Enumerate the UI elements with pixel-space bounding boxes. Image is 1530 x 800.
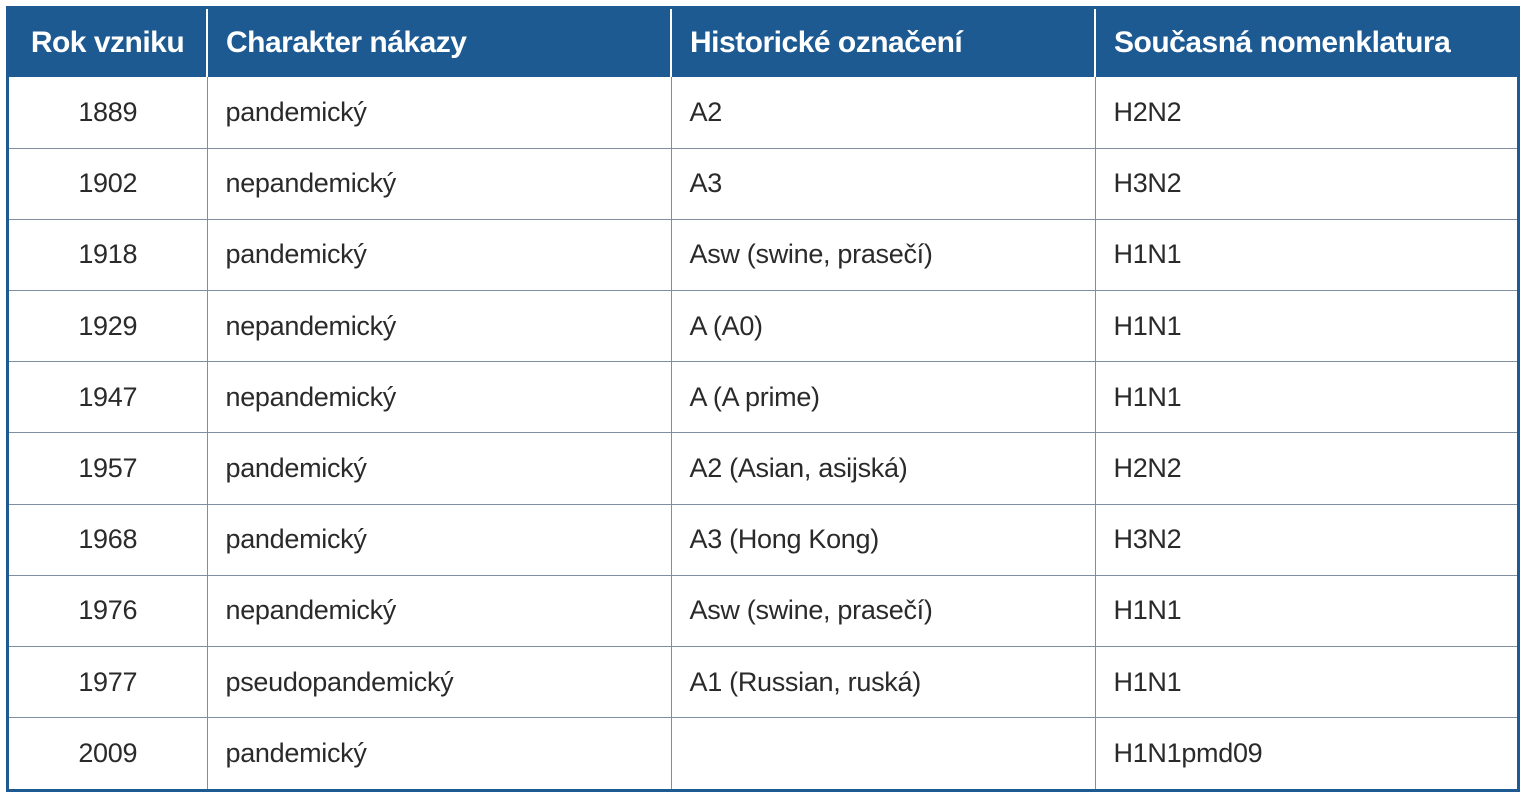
header-current-nomenclature: Současná nomenklatura [1095,9,1517,77]
table-row [9,433,1517,504]
data-table [9,9,1517,789]
cell-historical: A3 (Hong Kong) [671,504,1095,575]
influenza-table [6,6,1520,792]
table-header [9,9,1517,77]
table-row [9,77,1517,148]
cell-historical: A2 [671,77,1095,148]
cell-character: pandemický [207,77,671,148]
cell-historical [671,718,1095,789]
header-historical-designation: Historické označení [671,9,1095,77]
table-row [9,148,1517,219]
table-row [9,291,1517,362]
cell-nomenclature: H2N2 [1095,433,1517,504]
cell-year: 2009 [9,718,207,789]
cell-character: pandemický [207,433,671,504]
cell-historical: Asw (swine, prasečí) [671,575,1095,646]
cell-year: 1929 [9,291,207,362]
cell-nomenclature: H2N2 [1095,77,1517,148]
table-row [9,504,1517,575]
cell-year: 1976 [9,575,207,646]
cell-character: pandemický [207,219,671,290]
cell-character: nepandemický [207,575,671,646]
cell-year: 1947 [9,362,207,433]
cell-nomenclature: H3N2 [1095,504,1517,575]
cell-character: pandemický [207,718,671,789]
cell-character: nepandemický [207,148,671,219]
cell-historical: Asw (swine, prasečí) [671,219,1095,290]
table-row [9,718,1517,789]
cell-year: 1977 [9,647,207,718]
cell-character: nepandemický [207,291,671,362]
cell-character: pseudopandemický [207,647,671,718]
cell-nomenclature: H1N1pmd09 [1095,718,1517,789]
header-row [9,9,1517,77]
cell-nomenclature: H3N2 [1095,148,1517,219]
header-character: Charakter nákazy [207,9,671,77]
cell-historical: A2 (Asian, asijská) [671,433,1095,504]
cell-character: pandemický [207,504,671,575]
cell-historical: A (A prime) [671,362,1095,433]
cell-nomenclature: H1N1 [1095,291,1517,362]
cell-nomenclature: H1N1 [1095,575,1517,646]
table-row [9,219,1517,290]
header-year: Rok vzniku [30,26,185,59]
cell-nomenclature: H1N1 [1095,362,1517,433]
table-row [9,362,1517,433]
cell-historical: A1 (Russian, ruská) [671,647,1095,718]
cell-nomenclature: H1N1 [1095,647,1517,718]
table-row [9,647,1517,718]
cell-historical: A3 [671,148,1095,219]
cell-nomenclature: H1N1 [1095,219,1517,290]
cell-year: 1968 [9,504,207,575]
cell-year: 1902 [9,148,207,219]
cell-year: 1889 [78,96,138,127]
cell-historical: A (A0) [671,291,1095,362]
table-body [9,77,1517,789]
cell-character: nepandemický [207,362,671,433]
table-row [9,575,1517,646]
cell-year: 1918 [9,219,207,290]
cell-year: 1957 [9,433,207,504]
